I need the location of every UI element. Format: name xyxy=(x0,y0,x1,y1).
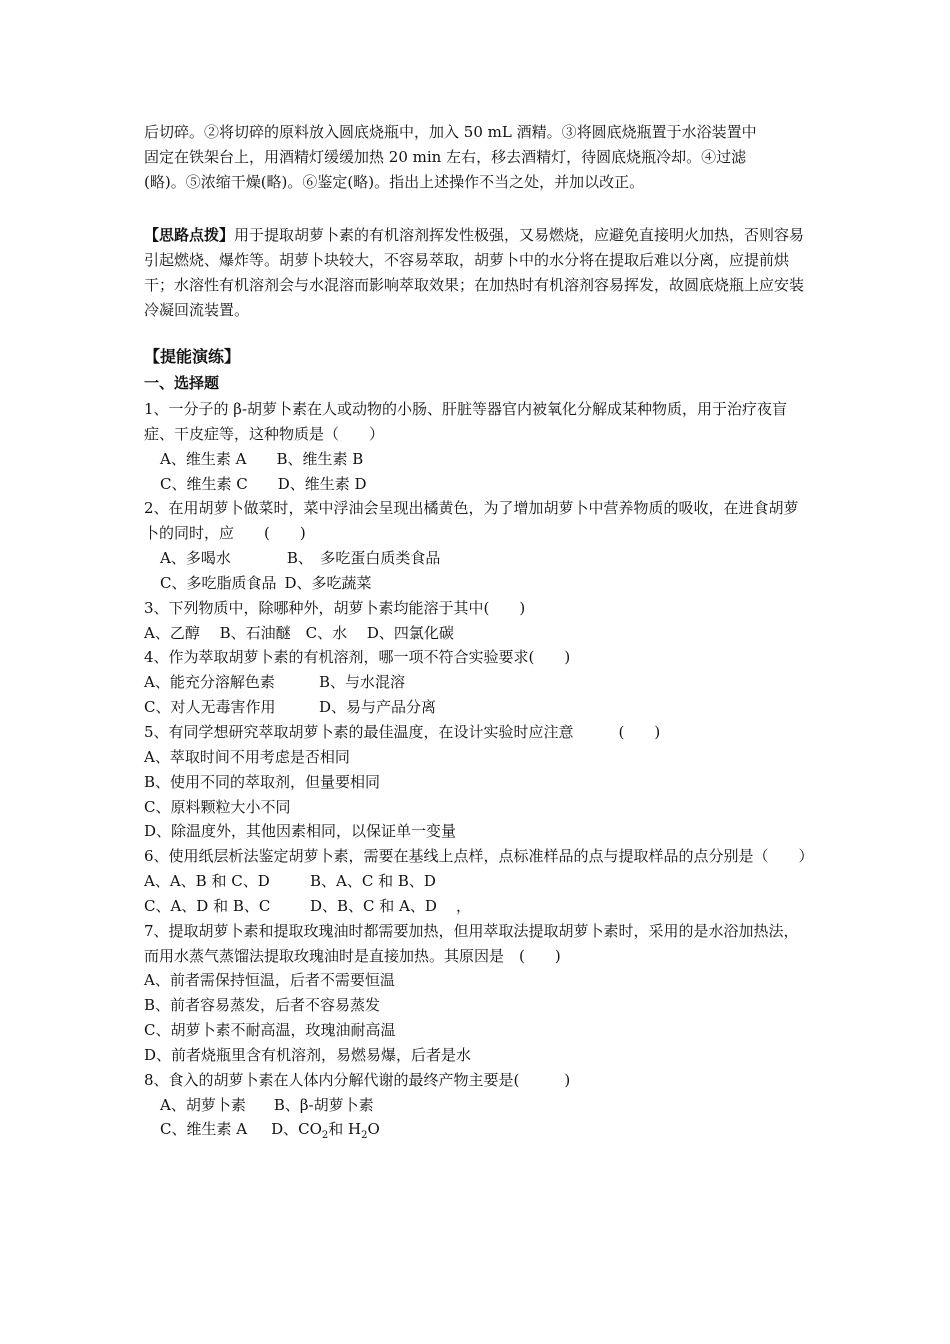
intro-line: 固定在铁架台上，用酒精灯缓缓加热 20 min 左右，移去酒精灯，待圆底烧瓶冷却。④过滤 xyxy=(144,148,747,166)
hint-text: 用于提取胡萝卜素的有机溶剂挥发性极强，又易燃烧，应避免直接明火加热，否则容易引起燃烧、爆炸等。胡萝卜块较大，不容易萃取，胡萝卜中的水分将在提取后难以分离，应提前烘干；水溶性有机溶剂会与水混溶而影响萃取效果；在加热时有机溶剂容易挥发，故圆底烧瓶上应安装冷凝回流装置。 xyxy=(144,226,805,319)
option-b: B、β-胡萝卜素 xyxy=(273,1095,374,1114)
intro-line: (略)。⑤浓缩干燥(略)。⑥鉴定(略)。指出上述操作不当之处，并加以改正。 xyxy=(144,173,645,191)
hint-label: 【思路点拨】 xyxy=(144,226,235,244)
option-c: C、多吃脂质食品 xyxy=(160,573,277,592)
question-stem: 5、有同学想研究萃取胡萝卜素的最佳温度，在设计实验时应注意 ( ) xyxy=(144,722,661,741)
option-c: C、胡萝卜素不耐高温，玫瑰油耐高温 xyxy=(144,1021,396,1040)
option-d: D、除温度外，其他因素相同，以保证单一变量 xyxy=(144,822,457,841)
option-row xyxy=(144,571,810,596)
option-a: A、A、B 和 C、D xyxy=(144,872,270,891)
question-stem: 4、作为萃取胡萝卜素的有机溶剂，哪一项不符合实验要求( ) xyxy=(144,648,571,667)
trailing-mark: ， xyxy=(456,896,472,915)
option-b: B、与水混溶 xyxy=(319,673,406,692)
question-stem: 6、使用纸层析法鉴定胡萝卜素，需要在基线上点样，点标准样品的点与提取样品的点分别是（ ） xyxy=(144,847,814,866)
option-row xyxy=(144,546,810,571)
question-stem: 7、提取胡萝卜素和提取玫瑰油时都需要加热，但用萃取法提取胡萝卜素时，采用的是水浴加热法，而用水蒸气蒸馏法提取玫瑰油时是直接加热。其原因是 ( ) xyxy=(144,921,799,965)
option-row xyxy=(144,1117,810,1142)
option-d: D、前者烧瓶里含有机溶剂，易燃易爆，后者是水 xyxy=(144,1045,472,1064)
option-row xyxy=(144,894,810,919)
option-d: D、维生素 D xyxy=(277,474,367,493)
option-c: C、对人无毒害作用 xyxy=(144,698,276,717)
option-a: A、胡萝卜素 xyxy=(160,1095,246,1114)
question-stem: 1、一分子的 β-胡萝卜素在人或动物的小肠、肝脏等器官内被氧化分解成某种物质，用于治疗夜盲症、干皮症等，这种物质是（ ） xyxy=(144,400,788,443)
option-d: D、多吃蔬菜 xyxy=(284,573,372,592)
option-d: D、B、C 和 A、D xyxy=(310,896,437,915)
hint-paragraph xyxy=(144,223,810,323)
question-stem: 2、在用胡萝卜做菜时，菜中浮油会呈现出橘黄色，为了增加胡萝卜中营养物质的吸收，在进食胡萝卜的同时，应 ( ) xyxy=(144,499,799,543)
option-c: C、维生素 C xyxy=(160,474,248,493)
option-a: A、萃取时间不用考虑是否相同 xyxy=(144,747,350,766)
intro-line: 后切碎。②将切碎的原料放入圆底烧瓶中，加入 50 mL 酒精。③将圆底烧瓶置于水浴装置中 xyxy=(144,123,757,141)
option-b: B、A、C 和 B、D xyxy=(310,872,436,891)
option-row xyxy=(144,447,810,472)
question-stem: 3、下列物质中，除哪种外，胡萝卜素均能溶于其中( ) xyxy=(144,598,526,617)
option-b: B、前者容易蒸发，后者不容易蒸发 xyxy=(144,996,381,1015)
option-row xyxy=(144,869,810,894)
option-d: D、$CO_2$和 $H_2O$ xyxy=(271,1120,380,1142)
option-b: B、使用不同的萃取剂，但量要相同 xyxy=(144,772,381,791)
question-stem: 8、食入的胡萝卜素在人体内分解代谢的最终产物主要是( ) xyxy=(144,1070,571,1089)
option-b: B、维生素 B xyxy=(276,449,364,468)
option-d: D、易与产品分离 xyxy=(319,698,437,717)
option-a: A、前者需保持恒温，后者不需要恒温 xyxy=(144,971,395,990)
subsection-title: 一、选择题 xyxy=(144,374,220,392)
option-c: C、A、D 和 B、C xyxy=(144,896,271,915)
intro-paragraph xyxy=(144,120,810,195)
option-c: C、原料颗粒大小不同 xyxy=(144,797,291,816)
option-row xyxy=(144,670,810,695)
option-b: B、 多吃蛋白质类食品 xyxy=(286,549,441,568)
option-a: A、多喝水 xyxy=(160,549,231,568)
option-row: A、乙醇 B、石油醚 C、水 D、四氯化碳 xyxy=(144,623,454,642)
option-a: A、维生素 A xyxy=(160,449,247,468)
section-title: 【提能演练】 xyxy=(144,347,241,366)
option-row xyxy=(144,472,810,497)
question-list xyxy=(144,397,814,1142)
option-c: C、维生素 A xyxy=(160,1120,248,1139)
option-a: A、能充分溶解色素 xyxy=(144,673,275,692)
option-row xyxy=(144,695,810,720)
option-row xyxy=(144,1093,810,1118)
